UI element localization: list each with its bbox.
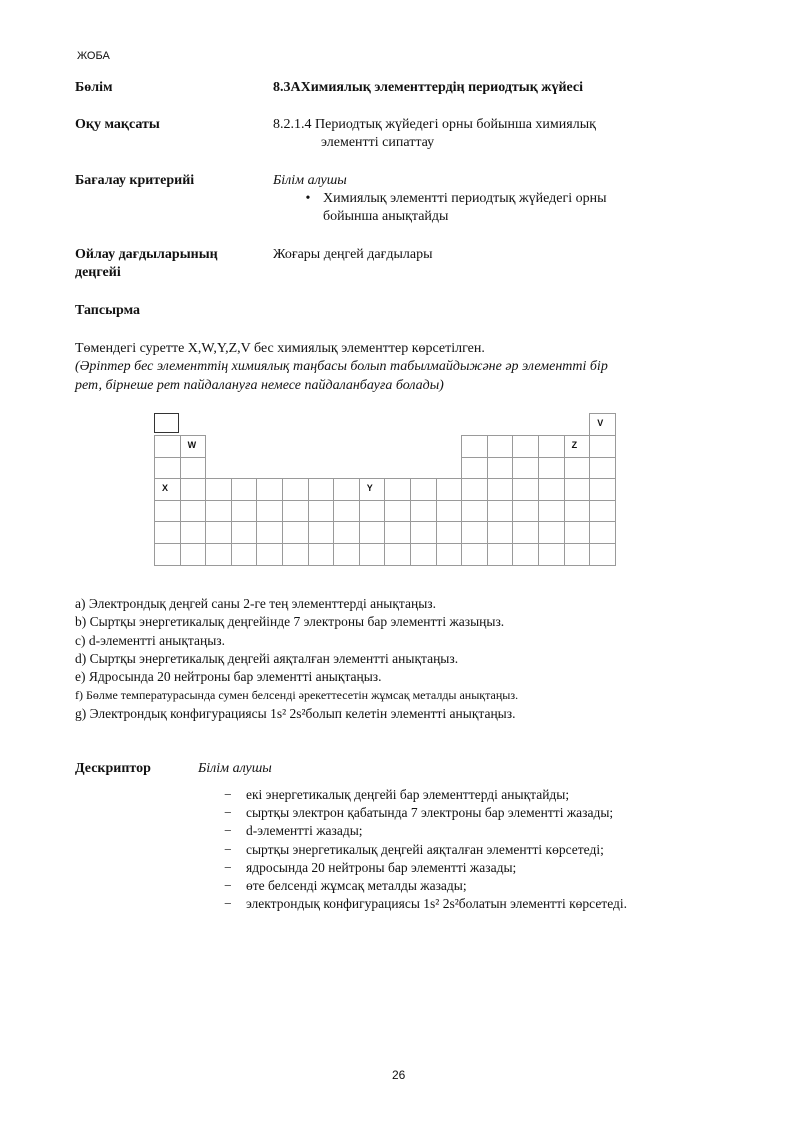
- objective-label: Оқу мақсаты: [75, 117, 160, 132]
- task-note-line: рет, бірнеше рет пайдалануға немесе пайдаланбауға болады): [75, 378, 444, 393]
- criteria-subtitle: Білім алушы: [273, 173, 347, 188]
- table-cell: [256, 500, 283, 523]
- table-cell: [359, 500, 386, 523]
- table-cell: [410, 543, 437, 566]
- question-list: [75, 595, 518, 723]
- descriptor-item-text: электрондық конфигурациясы 1s² 2s²болатын элементті көрсетеді.: [246, 896, 628, 912]
- table-cell: [436, 543, 463, 566]
- table-cell: [308, 521, 335, 544]
- table-cell: [538, 478, 565, 501]
- descriptor-item-text: өте белсенді жұмсақ металды жазады;: [246, 878, 467, 894]
- task-note-line: (Әріптер бес элементтің химиялық таңбасы болып табылмайдыжәне әр элементті бір: [75, 359, 608, 374]
- question-item: d) Сыртқы энергетикалық деңгейі аяқталған элементті анықтаңыз.: [75, 650, 459, 666]
- dash-icon: −: [224, 878, 232, 894]
- table-cell: [384, 500, 411, 523]
- table-cell: [589, 435, 616, 458]
- criteria-bullet: [293, 190, 607, 226]
- table-cell: [205, 500, 232, 523]
- table-cell: [359, 543, 386, 566]
- table-cell: [436, 478, 463, 501]
- table-cell: [231, 543, 258, 566]
- skills-label: [75, 246, 218, 282]
- descriptor-subtitle: Білім алушы: [198, 761, 272, 776]
- objective-line: 8.2.1.4 Периодтық жүйедегі орны бойынша химиялық: [273, 117, 596, 132]
- dash-icon: −: [224, 805, 232, 821]
- table-cell: [487, 500, 514, 523]
- table-cell: [487, 521, 514, 544]
- criteria-value: [273, 172, 607, 226]
- table-cell: [461, 521, 488, 544]
- table-cell: [589, 478, 616, 501]
- table-cell: [487, 457, 514, 480]
- table-cell: [487, 435, 514, 458]
- question-item: b) Сыртқы энергетикалық деңгейінде 7 электроны бар элементті жазыңыз.: [75, 614, 505, 630]
- question-item: a) Электрондық деңгей саны 2-ге тең элементтерді анықтаңыз.: [75, 596, 436, 611]
- table-cell: [512, 500, 539, 523]
- page-number: 26: [392, 1068, 406, 1082]
- table-cell: [410, 478, 437, 501]
- table-cell: [205, 543, 232, 566]
- table-cell: [461, 500, 488, 523]
- descriptor-item-text: ядросында 20 нейтроны бар элементті жазады;: [246, 859, 517, 875]
- descriptor-item: [224, 804, 627, 822]
- table-cell: [333, 500, 360, 523]
- table-cell: [231, 521, 258, 544]
- skills-value: Жоғары деңгей дағдылары: [273, 247, 433, 262]
- table-cell: [589, 500, 616, 523]
- table-cell: [564, 500, 591, 523]
- table-cell: [512, 435, 539, 458]
- task-title: Тапсырма: [75, 303, 141, 318]
- table-cell: [231, 478, 258, 501]
- question-item: f) Бөлме температурасында сумен белсенді әрекеттесетін жұмсақ металды анықтаңыз.: [75, 688, 519, 703]
- table-cell: [333, 543, 360, 566]
- table-cell: [512, 478, 539, 501]
- section-value: 8.3АХимиялық элементтердің периодтық жүйесі: [273, 80, 583, 95]
- skills-label-line: Ойлау дағдыларының: [75, 247, 218, 262]
- descriptor-item-text: екі энергетикалық деңгейі бар элементтерді анықтайды;: [246, 787, 570, 802]
- table-cell: [512, 521, 539, 544]
- table-cell: [256, 521, 283, 544]
- objective-value: [273, 116, 596, 152]
- table-cell: [308, 543, 335, 566]
- table-cell: [538, 543, 565, 566]
- table-cell: [461, 543, 488, 566]
- descriptor-item-text: сыртқы энергетикалық деңгейі аяқталған элементті көрсетеді;: [246, 841, 604, 857]
- question-item: g) Электрондық конфигурациясы 1s² 2s²болып келетін элементті анықтаңыз.: [75, 705, 516, 721]
- table-cell: [538, 435, 565, 458]
- table-cell: [538, 521, 565, 544]
- descriptor-item: [224, 822, 627, 840]
- dash-icon: −: [224, 841, 232, 857]
- section-label: Бөлім: [75, 80, 113, 95]
- table-cell: [512, 457, 539, 480]
- table-cell: [384, 521, 411, 544]
- table-cell: [538, 500, 565, 523]
- table-cell: [461, 435, 488, 458]
- table-cell: [154, 543, 181, 566]
- table-cell: [256, 478, 283, 501]
- element-label-w: W: [187, 440, 197, 450]
- objective-line: элементті сипаттау: [321, 135, 435, 150]
- descriptor-item: [224, 877, 627, 895]
- table-cell: [154, 521, 181, 544]
- criteria-label: Бағалау критерийі: [75, 173, 195, 188]
- descriptor-item: [224, 895, 627, 913]
- table-cell: [154, 500, 181, 523]
- criteria-bullet-line: Химиялық элементті периодтық жүйедегі орны: [323, 191, 607, 206]
- table-cell: [154, 457, 181, 480]
- table-cell: [180, 457, 207, 480]
- element-label-x: X: [162, 483, 169, 494]
- table-cell: [333, 478, 360, 501]
- table-cell: [231, 500, 258, 523]
- table-cell: [154, 435, 181, 458]
- table-cell: [589, 521, 616, 544]
- table-cell: [589, 543, 616, 566]
- bullet-icon: •: [305, 191, 311, 206]
- table-cell: [282, 521, 309, 544]
- table-cell: [384, 478, 411, 501]
- dash-icon: −: [224, 787, 232, 802]
- table-cell: [282, 543, 309, 566]
- dash-icon: −: [224, 823, 232, 839]
- task-intro: Төмендегі суретте X,W,Y,Z,V бес химиялық элементтер көрсетілген.: [75, 341, 485, 356]
- table-cell: [410, 500, 437, 523]
- question-item: e) Ядросында 20 нейтроны бар элементті анықтаңыз.: [75, 669, 382, 685]
- question-item: c) d-элементті анықтаңыз.: [75, 632, 225, 648]
- table-cell: [436, 500, 463, 523]
- table-cell: [564, 478, 591, 501]
- table-cell: [538, 457, 565, 480]
- task-note: [75, 357, 715, 395]
- descriptor-list: [224, 786, 627, 913]
- descriptor-title: Дескриптор: [75, 761, 151, 776]
- table-cell: [487, 478, 514, 501]
- table-cell: [205, 521, 232, 544]
- table-cell: [359, 521, 386, 544]
- table-cell: [384, 543, 411, 566]
- table-cell: [308, 500, 335, 523]
- element-label-z: Z: [571, 440, 578, 450]
- table-cell: [589, 457, 616, 480]
- table-cell: [282, 478, 309, 501]
- hydrogen-box: [154, 413, 179, 433]
- descriptor-item: [224, 841, 627, 859]
- table-cell: [282, 500, 309, 523]
- table-cell: [180, 521, 207, 544]
- table-cell: [461, 478, 488, 501]
- descriptor-item: [224, 859, 627, 877]
- table-cell: [564, 521, 591, 544]
- table-cell: [308, 478, 335, 501]
- table-cell: [205, 478, 232, 501]
- skills-label-line: деңгейі: [75, 265, 121, 280]
- table-cell: [564, 457, 591, 480]
- table-cell: [487, 543, 514, 566]
- element-label-y: Y: [366, 483, 373, 494]
- table-cell: [180, 478, 207, 501]
- table-cell: [410, 521, 437, 544]
- dash-icon: −: [224, 859, 232, 875]
- element-label-v: V: [597, 418, 604, 429]
- table-cell: [564, 543, 591, 566]
- draft-label: ЖОБА: [77, 50, 110, 62]
- descriptor-item: [224, 786, 627, 804]
- table-cell: [256, 543, 283, 566]
- criteria-bullet-line: бойынша анықтайды: [323, 209, 449, 224]
- descriptor-item-text: d-элементті жазады;: [246, 823, 363, 839]
- table-cell: [512, 543, 539, 566]
- table-cell: [436, 521, 463, 544]
- dash-icon: −: [224, 896, 232, 912]
- descriptor-item-text: сыртқы электрон қабатында 7 электроны бар элементті жазады;: [246, 805, 614, 821]
- table-cell: [180, 543, 207, 566]
- table-cell: [180, 500, 207, 523]
- table-cell: [333, 521, 360, 544]
- table-cell: [461, 457, 488, 480]
